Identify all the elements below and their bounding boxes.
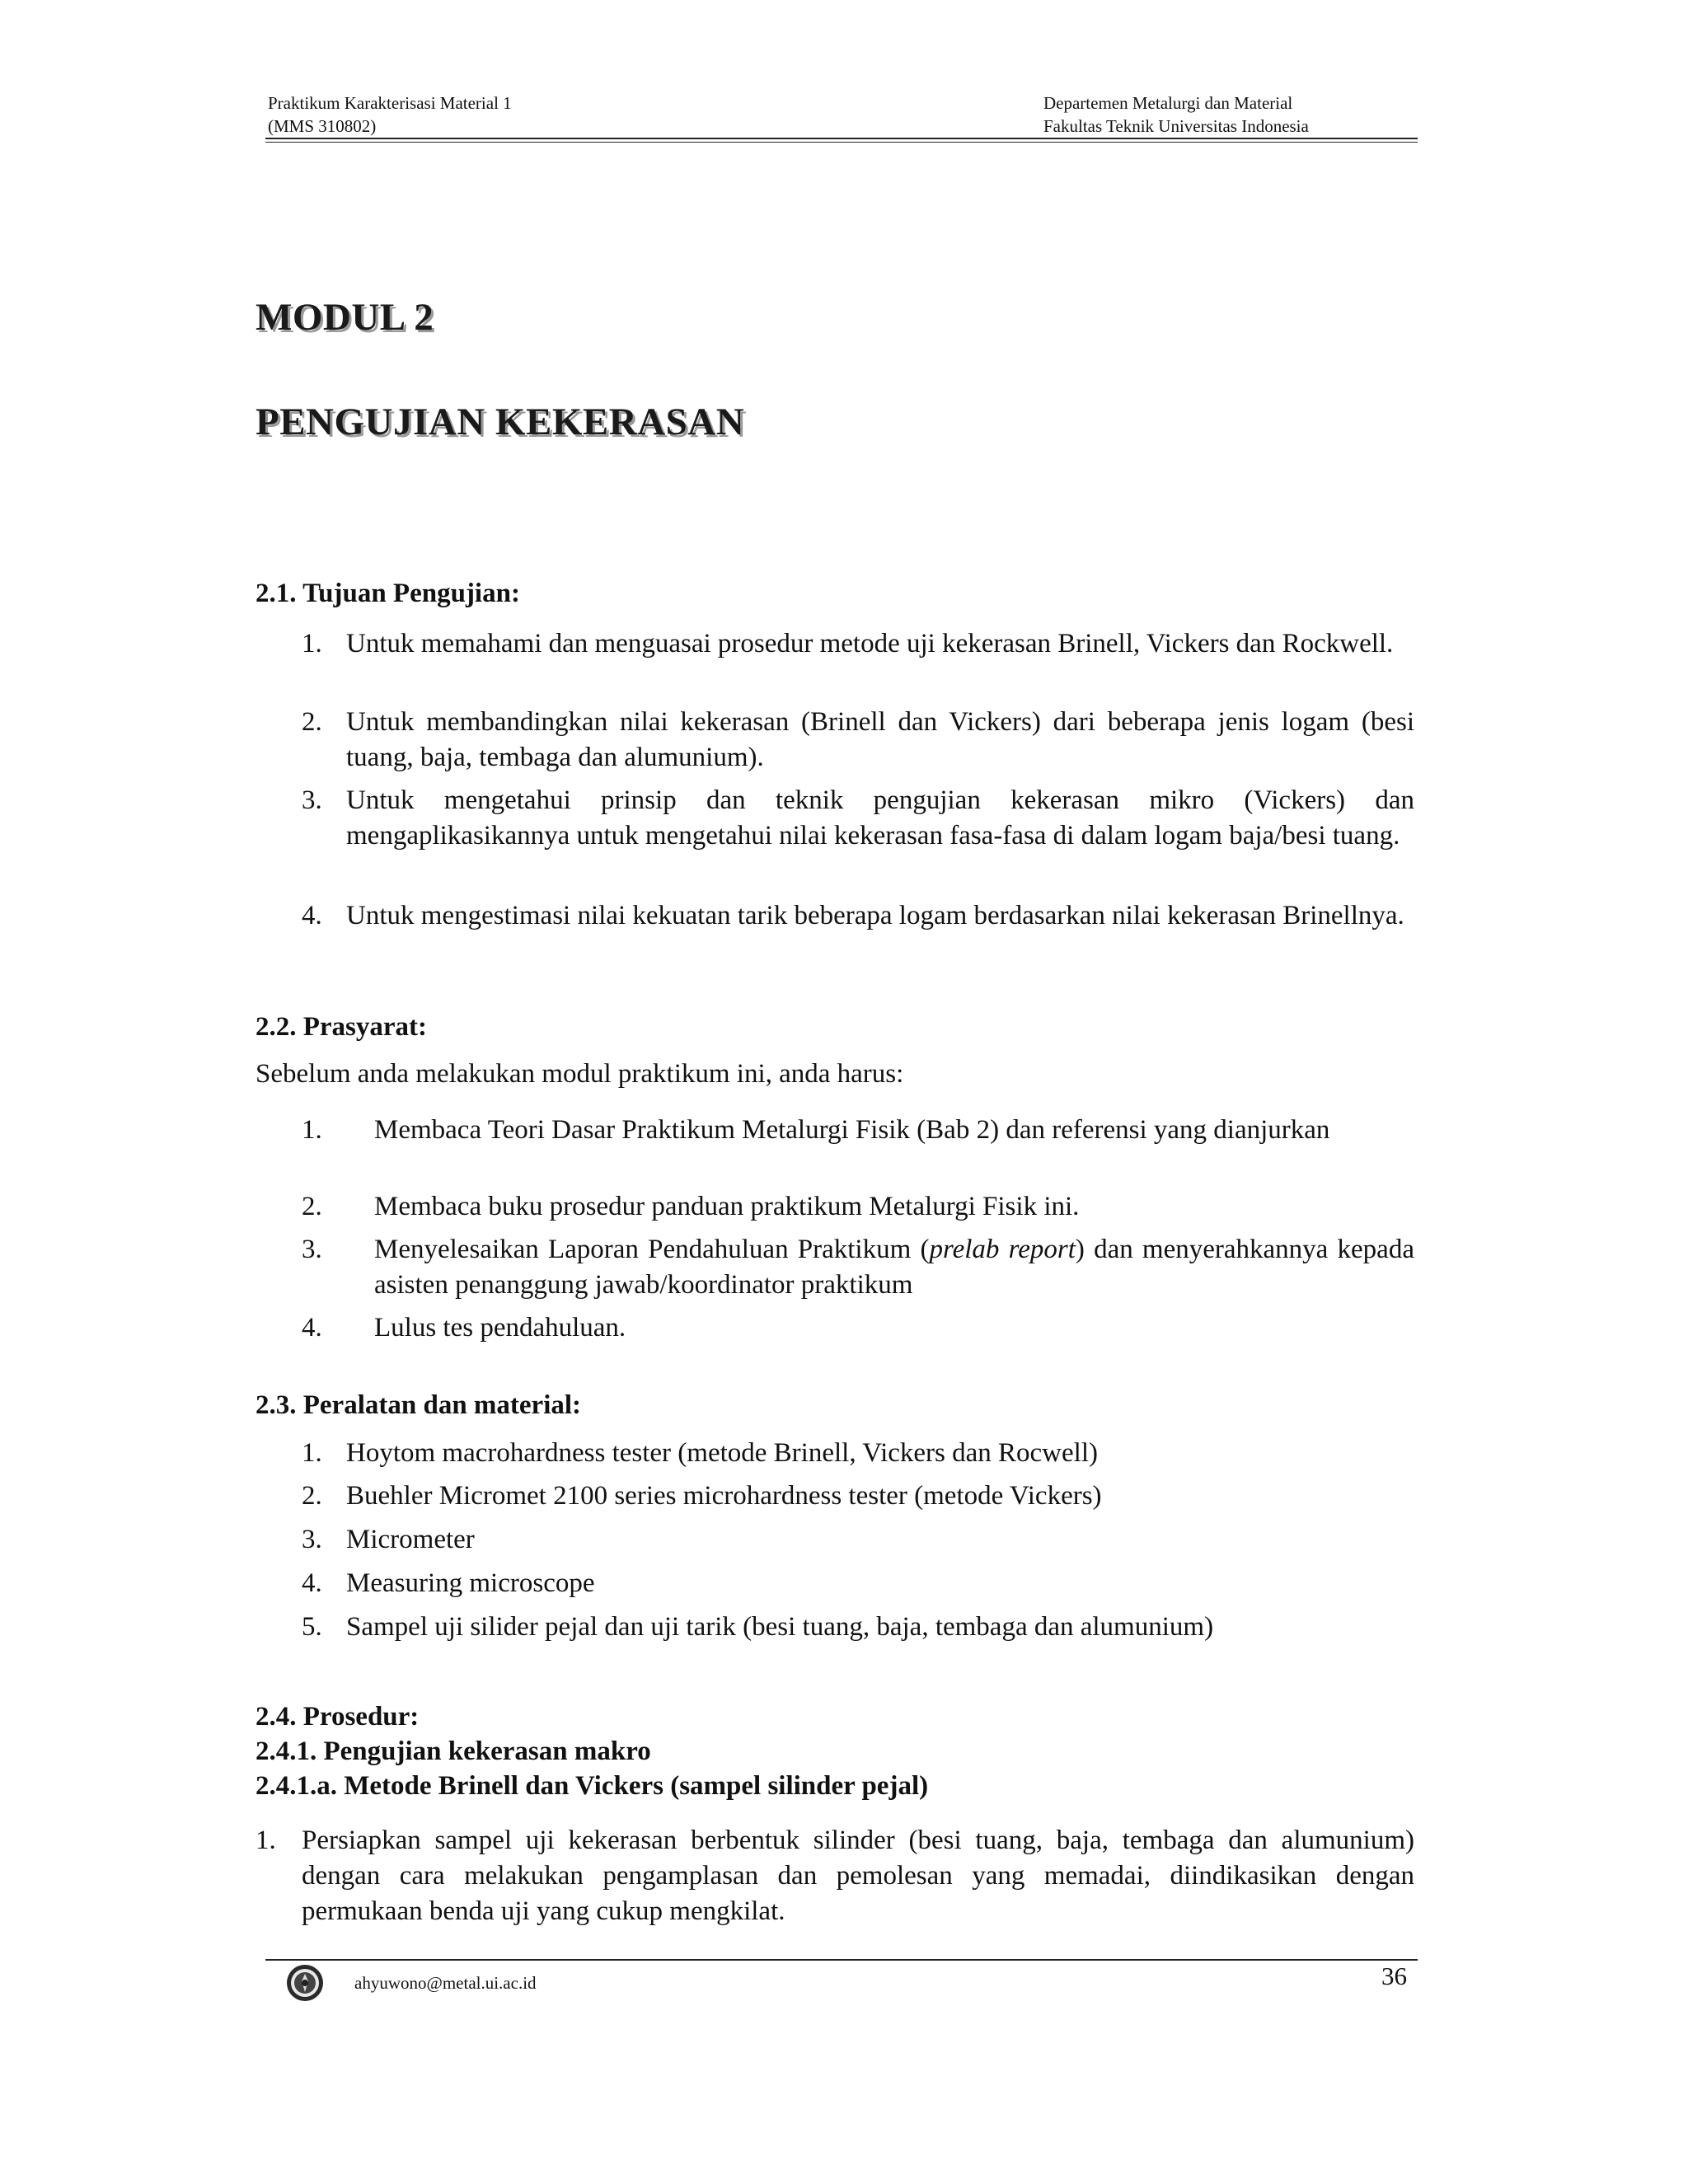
list-number: 3. (302, 1525, 322, 1554)
section-heading-tujuan: 2.1. Tujuan Pengujian: (256, 579, 520, 608)
list-number: 5. (302, 1612, 322, 1642)
list-number: 3. (302, 785, 322, 815)
header-right-line1: Departemen Metalurgi dan Material (1043, 93, 1293, 113)
subsubsection-heading: 2.4.1.a. Metode Brinell dan Vickers (sampel silinder pejal) (256, 1771, 929, 1801)
header-left-line1: Praktikum Karakterisasi Material 1 (268, 93, 512, 113)
item-text-part: Menyelesaikan Laporan Pendahuluan Praktikum ( (374, 1235, 930, 1264)
list-number: 2. (302, 707, 322, 737)
module-name: PENGUJIAN KEKERASAN (256, 401, 745, 443)
module-title: MODUL 2 (256, 296, 434, 339)
university-seal-icon (285, 1963, 325, 2003)
list-item: Sampel uji silider pejal dan uji tarik (besi tuang, baja, tembaga dan alumunium) (346, 1612, 1214, 1642)
header-rule-thin (265, 142, 1418, 143)
footer-email: ahyuwono@metal.ui.ac.id (354, 1973, 537, 1993)
list-number: 1. (302, 629, 322, 658)
list-item: Untuk mengestimasi nilai kekuatan tarik beberapa logam berdasarkan nilai kekerasan Brinellnya. (346, 901, 1404, 930)
item-text-part: ) dan menyerahkannya kepada asisten penanggung jawab/koordinator praktikum (374, 1235, 1414, 1300)
list-item: Persiapkan sampel uji kekerasan berbentuk silinder (besi tuang, baja, tembaga dan alumunium) dengan cara melakukan pengamplasan dan pemolesan yang memadai, diindikasikan dengan permukaan benda uji yang cukup mengkilat. (302, 1825, 1414, 1926)
header-right-line2: Fakultas Teknik Universitas Indonesia (1043, 116, 1309, 136)
page-number: 36 (1381, 1961, 1407, 1990)
list-number: 4. (302, 901, 322, 930)
list-item: Membaca Teori Dasar Praktikum Metalurgi Fisik (Bab 2) dan referensi yang dianjurkan (374, 1115, 1330, 1145)
list-number: 1. (302, 1438, 322, 1468)
list-item: Micrometer (346, 1525, 475, 1554)
list-number: 3. (302, 1235, 322, 1264)
list-number: 2. (302, 1192, 322, 1221)
list-item: Lulus tes pendahuluan. (374, 1313, 626, 1343)
list-item: Buehler Micromet 2100 series microhardness tester (metode Vickers) (346, 1481, 1102, 1511)
list-item (374, 1232, 1414, 1303)
list-item: Measuring microscope (346, 1568, 595, 1598)
list-number: 4. (302, 1313, 322, 1343)
header-left-line2: (MMS 310802) (268, 116, 377, 136)
list-item: Untuk membandingkan nilai kekerasan (Brinell dan Vickers) dari beberapa jenis logam (besi tuang, baja, tembaga dan alumunium). (346, 707, 1414, 772)
list-number: 1. (302, 1115, 322, 1145)
subsection-heading: 2.4.1. Pengujian kekerasan makro (256, 1736, 651, 1766)
list-item: Untuk mengetahui prinsip dan teknik pengujian kekerasan mikro (Vickers) dan mengaplikasikannya untuk mengetahui nilai kekerasan fasa-fasa di dalam logam baja/besi tuang. (346, 785, 1414, 851)
list-number: 2. (302, 1481, 322, 1511)
header-rule (265, 138, 1418, 139)
prasyarat-intro: Sebelum anda melakukan modul praktikum ini, anda harus: (256, 1059, 904, 1089)
section-heading-prosedur: 2.4. Prosedur: (256, 1702, 420, 1732)
item-text-emphasis: prelab report (929, 1235, 1076, 1264)
list-item: Untuk memahami dan menguasai prosedur metode uji kekerasan Brinell, Vickers dan Rockwell. (346, 629, 1394, 658)
footer-rule (265, 1959, 1418, 1961)
section-heading-peralatan: 2.3. Peralatan dan material: (256, 1390, 582, 1420)
list-number: 4. (302, 1568, 322, 1598)
section-heading-prasyarat: 2.2. Prasyarat: (256, 1012, 428, 1042)
list-number: 1. (256, 1825, 276, 1855)
list-item: Membaca buku prosedur panduan praktikum Metalurgi Fisik ini. (374, 1192, 1080, 1221)
list-item: Hoytom macrohardness tester (metode Brinell, Vickers dan Rocwell) (346, 1438, 1098, 1468)
